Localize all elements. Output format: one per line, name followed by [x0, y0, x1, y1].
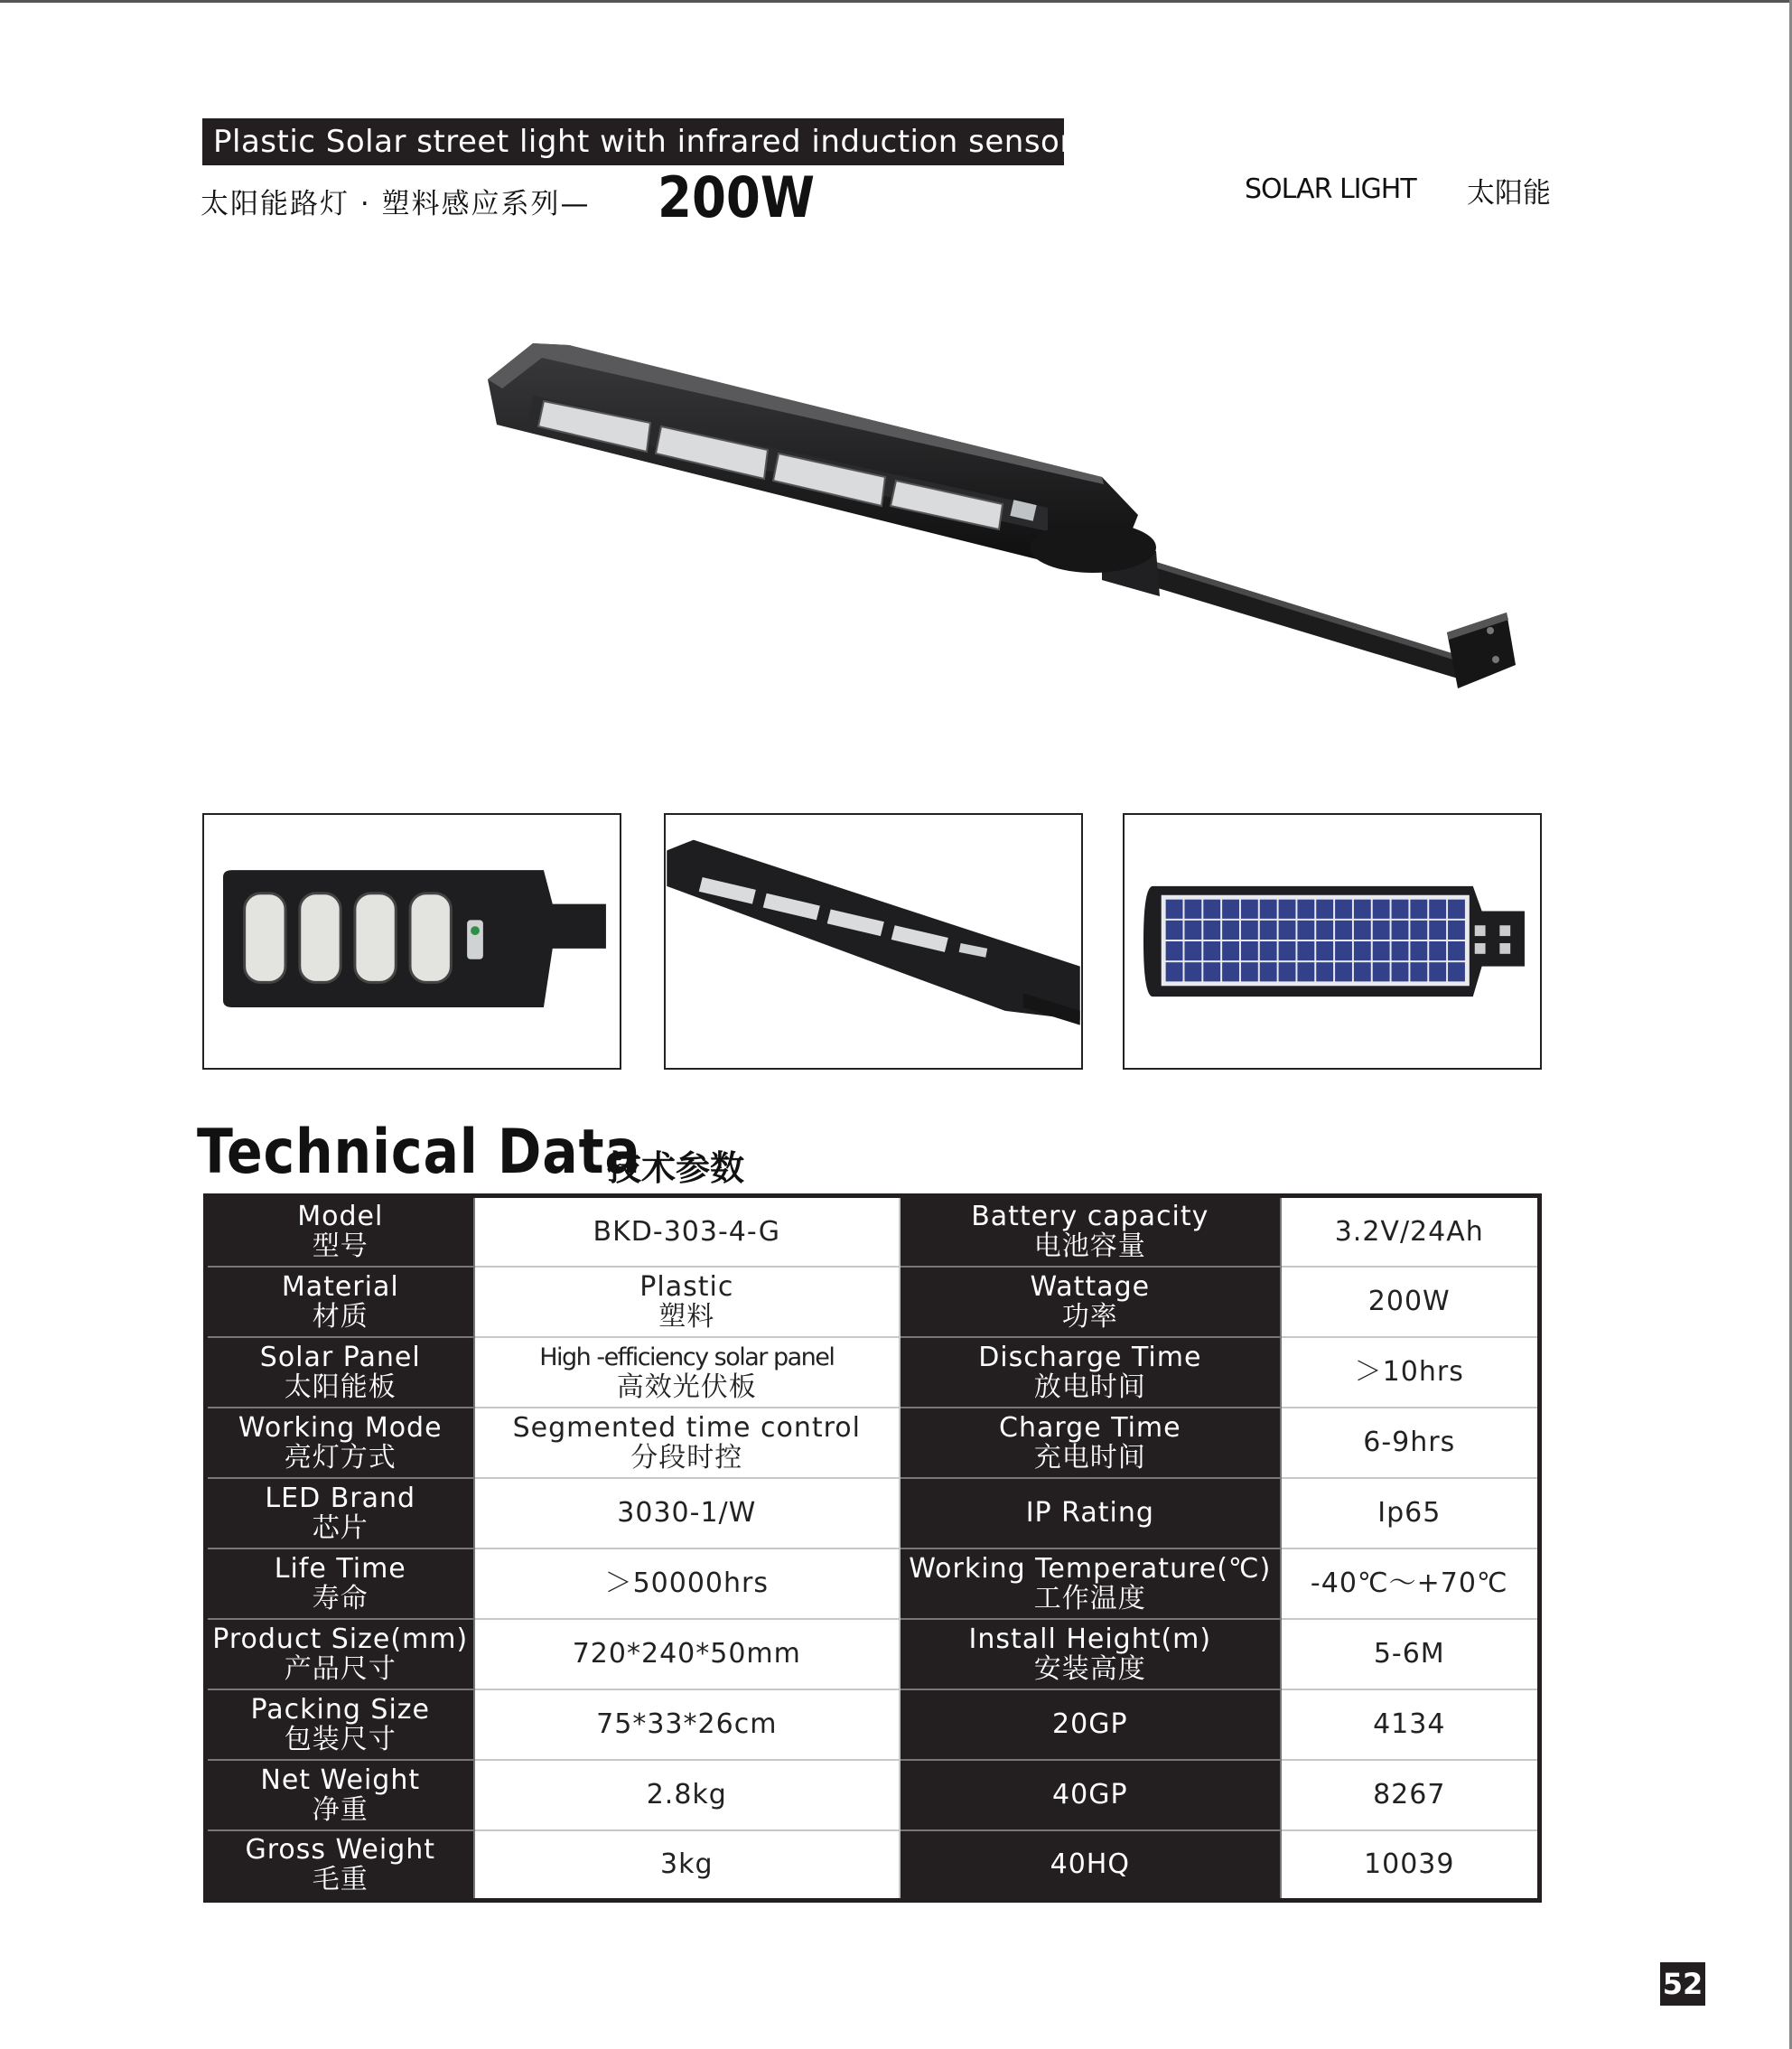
spec-label-cn: 净重	[312, 1793, 369, 1826]
thumbnail-solar-panel-view	[1123, 813, 1542, 1070]
spec-label-2	[900, 1478, 1280, 1548]
solar-cell	[1392, 941, 1409, 960]
solar-cell	[1392, 900, 1409, 919]
solar-cell	[1354, 941, 1371, 960]
solar-cell	[1392, 962, 1409, 981]
spec-label-2-cn: 放电时间	[1033, 1371, 1146, 1403]
solar-cell	[1354, 962, 1371, 981]
spec-value-text: 75*33*26cm	[596, 1708, 778, 1740]
spec-value-cn: 高效光伏板	[616, 1371, 757, 1403]
spec-value	[474, 1408, 901, 1478]
solar-cell	[1184, 900, 1201, 919]
spec-value-2-text: 4134	[1373, 1708, 1446, 1740]
spec-label-en: Product Size(mm)	[212, 1623, 469, 1655]
solar-cell	[1335, 900, 1352, 919]
solar-cell	[1241, 921, 1258, 940]
spec-label-cn: 寿命	[312, 1582, 369, 1614]
spec-value	[474, 1267, 901, 1337]
spec-label-cn: 亮灯方式	[284, 1441, 397, 1474]
spec-label-cn: 材质	[312, 1300, 369, 1333]
solar-cell	[1429, 921, 1446, 940]
spec-label	[206, 1267, 474, 1337]
product-subtitle-cn: 太阳能路灯 · 塑料感应系列—	[201, 188, 591, 220]
solar-cell	[1260, 962, 1277, 981]
spec-value	[474, 1196, 901, 1267]
spec-label-2-en: Wattage	[1030, 1270, 1151, 1303]
thumbnail-front-view	[202, 813, 621, 1070]
spec-value-text: High -efficiency solar panel	[539, 1343, 835, 1371]
solar-cell	[1279, 962, 1296, 981]
spec-value-2-text: 8267	[1373, 1779, 1446, 1810]
spec-value-2	[1281, 1478, 1540, 1548]
spec-label-2	[900, 1619, 1280, 1689]
spec-label-2-cn: 功率	[1061, 1300, 1118, 1333]
spec-value	[474, 1830, 901, 1901]
solar-cell	[1279, 941, 1296, 960]
thumbnail-angled-view	[664, 813, 1083, 1070]
technical-data-table	[203, 1193, 1542, 1903]
spec-label-2-en: Install Height(m)	[968, 1623, 1212, 1655]
spec-value-text: 720*240*50mm	[572, 1638, 801, 1670]
spec-value-2	[1281, 1196, 1540, 1267]
spec-label-2-en: 20GP	[1052, 1708, 1128, 1740]
solar-cell	[1222, 900, 1239, 919]
spec-label-cn: 产品尺寸	[284, 1652, 397, 1685]
solar-cell	[1260, 941, 1277, 960]
spec-row	[206, 1689, 1540, 1760]
spec-label-2-en: Battery capacity	[971, 1201, 1209, 1233]
solar-cell	[1297, 962, 1314, 981]
spec-label	[206, 1760, 474, 1830]
solar-cell	[1279, 921, 1296, 940]
solar-cell	[1410, 900, 1427, 919]
spec-value-2	[1281, 1619, 1540, 1689]
solar-cell	[1297, 921, 1314, 940]
spec-value	[474, 1478, 901, 1548]
solar-cell	[1297, 900, 1314, 919]
spec-label-2	[900, 1830, 1280, 1901]
page-top-rule	[0, 0, 1792, 3]
spec-label-2	[900, 1689, 1280, 1760]
spec-value-cn: 塑料	[658, 1300, 715, 1333]
spec-value-2	[1281, 1548, 1540, 1619]
spec-value-text: 2.8kg	[646, 1779, 727, 1810]
spec-label	[206, 1196, 474, 1267]
solar-cell	[1166, 900, 1183, 919]
spec-row	[206, 1196, 1540, 1267]
spec-label	[206, 1689, 474, 1760]
spec-label-cn: 芯片	[312, 1511, 369, 1544]
spec-value-text: 3kg	[660, 1848, 714, 1881]
spec-value	[474, 1548, 901, 1619]
spec-value-text: Plastic	[639, 1270, 734, 1303]
solar-cell	[1354, 921, 1371, 940]
solar-cell	[1241, 941, 1258, 960]
spec-value-2-text: 10039	[1364, 1848, 1455, 1881]
spec-value-cn: 分段时控	[630, 1441, 743, 1474]
spec-label-2-en: 40HQ	[1050, 1848, 1130, 1881]
spec-label	[206, 1830, 474, 1901]
spec-label-en: Life Time	[274, 1552, 406, 1585]
spec-value-2-text: 6-9hrs	[1363, 1427, 1456, 1458]
spec-label-2-en: Charge Time	[999, 1411, 1181, 1444]
spec-value-2-text: -40℃～+70℃	[1310, 1567, 1508, 1599]
spec-value-2-text: Ip65	[1377, 1497, 1442, 1529]
solar-cell	[1184, 962, 1201, 981]
spec-label-2-cn: 工作温度	[1033, 1582, 1146, 1614]
solar-cell	[1297, 941, 1314, 960]
solar-cell	[1316, 941, 1333, 960]
section-title-en: Technical Data	[197, 1117, 641, 1188]
solar-cell	[1203, 900, 1220, 919]
spec-row	[206, 1478, 1540, 1548]
spec-label	[206, 1619, 474, 1689]
spec-label-2	[900, 1267, 1280, 1337]
solar-cell	[1166, 921, 1183, 940]
spec-label-en: LED Brand	[265, 1482, 416, 1514]
solar-cell	[1335, 941, 1352, 960]
spec-label-cn: 型号	[312, 1230, 369, 1263]
category-label-cn: 太阳能	[1467, 177, 1551, 210]
spec-value	[474, 1619, 901, 1689]
section-title-cn: 技术参数	[607, 1148, 745, 1188]
solar-cell	[1373, 962, 1390, 981]
solar-cell	[1184, 941, 1201, 960]
solar-cell	[1222, 962, 1239, 981]
page-number: 52	[1660, 1962, 1705, 2006]
solar-cell	[1448, 900, 1465, 919]
solar-cell	[1354, 900, 1371, 919]
spec-label-en: Material	[281, 1270, 399, 1303]
spec-value-2	[1281, 1337, 1540, 1408]
solar-cell	[1260, 900, 1277, 919]
product-title-banner: Plastic Solar street light with infrared induction sensor	[202, 118, 1064, 165]
product-wattage: 200W	[658, 164, 816, 230]
spec-label-2-en: Working Temperature(℃)	[909, 1552, 1272, 1585]
solar-cell	[1448, 921, 1465, 940]
spec-row	[206, 1830, 1540, 1901]
spec-label-2	[900, 1196, 1280, 1267]
spec-row	[206, 1548, 1540, 1619]
spec-value-2-text: 5-6M	[1373, 1638, 1445, 1670]
spec-label-2-en: 40GP	[1052, 1779, 1128, 1810]
solar-cell	[1429, 900, 1446, 919]
spec-row	[206, 1619, 1540, 1689]
solar-cell	[1316, 900, 1333, 919]
spec-value-2	[1281, 1408, 1540, 1478]
spec-label-en: Net Weight	[260, 1764, 421, 1796]
spec-value-2-text: ＞10hrs	[1354, 1356, 1464, 1388]
spec-label-cn: 包装尺寸	[284, 1723, 397, 1755]
spec-label-en: Working Mode	[238, 1411, 443, 1444]
solar-cell	[1448, 962, 1465, 981]
solar-cell	[1335, 921, 1352, 940]
solar-cell	[1222, 941, 1239, 960]
spec-value	[474, 1760, 901, 1830]
solar-cell	[1316, 962, 1333, 981]
solar-cell	[1184, 921, 1201, 940]
category-label-en: SOLAR LIGHT	[1245, 173, 1416, 205]
spec-value-2	[1281, 1760, 1540, 1830]
solar-cell	[1410, 962, 1427, 981]
solar-cell	[1335, 962, 1352, 981]
spec-value-2	[1281, 1689, 1540, 1760]
solar-cell	[1373, 900, 1390, 919]
spec-value-2	[1281, 1267, 1540, 1337]
solar-cell	[1279, 900, 1296, 919]
solar-cell	[1241, 962, 1258, 981]
solar-cell	[1166, 941, 1183, 960]
solar-cell	[1203, 962, 1220, 981]
spec-label-en: Solar Panel	[259, 1341, 421, 1373]
hero-product-image	[470, 325, 1535, 705]
solar-cell	[1166, 962, 1183, 981]
solar-cell	[1410, 921, 1427, 940]
solar-cell	[1203, 921, 1220, 940]
spec-label-2	[900, 1548, 1280, 1619]
spec-row	[206, 1337, 1540, 1408]
solar-cell	[1448, 941, 1465, 960]
solar-cell	[1316, 921, 1333, 940]
solar-cell	[1392, 921, 1409, 940]
solar-cell	[1260, 921, 1277, 940]
spec-label	[206, 1337, 474, 1408]
spec-label-2	[900, 1337, 1280, 1408]
solar-cell	[1410, 941, 1427, 960]
spec-value-text: ＞50000hrs	[604, 1567, 769, 1599]
spec-row	[206, 1267, 1540, 1337]
spec-value-2-text: 200W	[1367, 1286, 1451, 1317]
solar-cell	[1373, 921, 1390, 940]
solar-cell	[1373, 941, 1390, 960]
spec-label-2-cn: 充电时间	[1033, 1441, 1146, 1474]
spec-value-text: Segmented time control	[512, 1411, 861, 1444]
spec-label-2-en: IP Rating	[1025, 1497, 1154, 1529]
solar-cell	[1429, 962, 1446, 981]
solar-cell	[1241, 900, 1258, 919]
spec-value	[474, 1689, 901, 1760]
solar-cell	[1429, 941, 1446, 960]
spec-label-cn: 太阳能板	[284, 1371, 397, 1403]
spec-label-2	[900, 1760, 1280, 1830]
solar-cell	[1222, 921, 1239, 940]
spec-label	[206, 1408, 474, 1478]
spec-value-2-text: 3.2V/24Ah	[1334, 1215, 1484, 1248]
spec-value-2	[1281, 1830, 1540, 1901]
spec-row	[206, 1408, 1540, 1478]
spec-label-2-en: Discharge Time	[978, 1341, 1202, 1373]
spec-value-text: BKD-303-4-G	[593, 1215, 781, 1248]
spec-label-en: Model	[297, 1201, 384, 1233]
spec-label-2-cn: 电池容量	[1033, 1230, 1146, 1263]
spec-label-cn: 毛重	[312, 1863, 369, 1895]
spec-label-en: Gross Weight	[245, 1833, 436, 1866]
spec-label	[206, 1478, 474, 1548]
spec-label	[206, 1548, 474, 1619]
solar-cell	[1203, 941, 1220, 960]
spec-value-text: 3030-1/W	[617, 1497, 757, 1529]
spec-label-en: Packing Size	[250, 1693, 430, 1726]
spec-label-2	[900, 1408, 1280, 1478]
spec-label-2-cn: 安装高度	[1033, 1652, 1146, 1685]
spec-row	[206, 1760, 1540, 1830]
spec-value	[474, 1337, 901, 1408]
